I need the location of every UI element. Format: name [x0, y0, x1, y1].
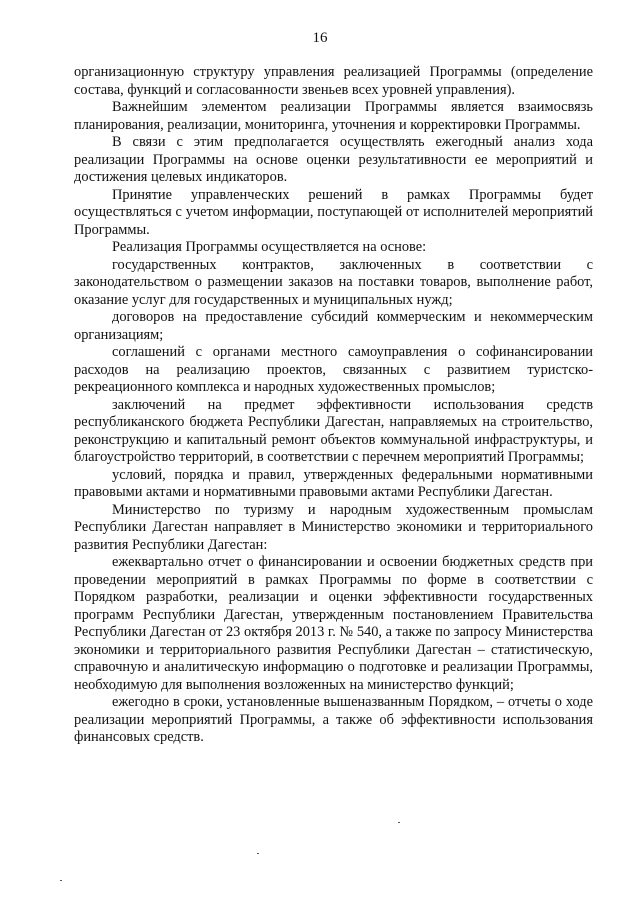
scan-speck — [60, 880, 62, 881]
paragraph: условий, порядка и правил, утвержденных федеральными нормативными правовыми актами и нормативными правовыми актами Республики Дагестан. — [74, 466, 593, 500]
scan-speck — [257, 853, 259, 854]
paragraph: государственных контрактов, заключенных в соответствии с законодательством о размещении заказов на поставки товаров, выполнение работ, оказание услуг для государственных и муниципальных нужд; — [74, 256, 593, 308]
paragraph: Принятие управленческих решений в рамках Программы будет осуществляться с учетом информации, поступающей от исполнителей мероприятий Программы. — [74, 186, 593, 238]
page-number: 16 — [312, 30, 328, 46]
paragraph: В связи с этим предполагается осуществлять ежегодный анализ хода реализации Программы на основе оценки результативности ее мероприятий и достижения целевых индикаторов. — [74, 134, 593, 185]
paragraph: Реализация Программы осуществляется на основе: — [112, 239, 427, 255]
paragraph: заключений на предмет эффективности использования средств республиканского бюджета Республики Дагестан, направляемых на строительство, реконструкцию и капитальный ремонт объектов коммунальной инфраструктуры, и благоустройство территорий, в соответствии с перечнем мероприятий Программы; — [74, 396, 593, 465]
paragraph: соглашений с органами местного самоуправления о софинансировании расходов на реализацию проектов, связанных с развитием туристско-рекреационного комплекса и народных художественных промыслов; — [74, 344, 593, 395]
body-text — [74, 64, 593, 747]
paragraph: организационную структуру управления реализацией Программы (определение состава, функций и согласованности звеньев всех уровней управления). — [74, 64, 593, 98]
paragraph: ежеквартально отчет о финансировании и освоении бюджетных средств при проведении мероприятий в рамках Программы по форме в соответствии с Порядком разработки, реализации и оценки эффективности государственных программ Республики Дагестан, утвержденным постановлением Правительства Республики Дагестан от 23 октября 2013 г. № 540, а также по запросу Министерства экономики и территориального развития Республики Дагестан – статистическую, справочную и аналитическую информацию о подготовке и реализации Программы, необходимую для выполнения возложенных на министерство функций; — [74, 554, 593, 693]
paragraph: Важнейшим элементом реализации Программы является взаимосвязь планирования, реализации, мониторинга, уточнения и корректировки Программы. — [74, 99, 593, 133]
scan-speck — [398, 822, 400, 823]
paragraph: Министерство по туризму и народным художественным промыслам Республики Дагестан направляет в Министерство экономики и территориального развития Республики Дагестан: — [74, 501, 593, 553]
paragraph: ежегодно в сроки, установленные вышеназванным Порядком, – отчеты о ходе реализации мероприятий Программы, а также об эффективности использования финансовых средств. — [74, 694, 593, 745]
paragraph: договоров на предоставление субсидий коммерческим и некоммерческим организациям; — [74, 309, 593, 343]
